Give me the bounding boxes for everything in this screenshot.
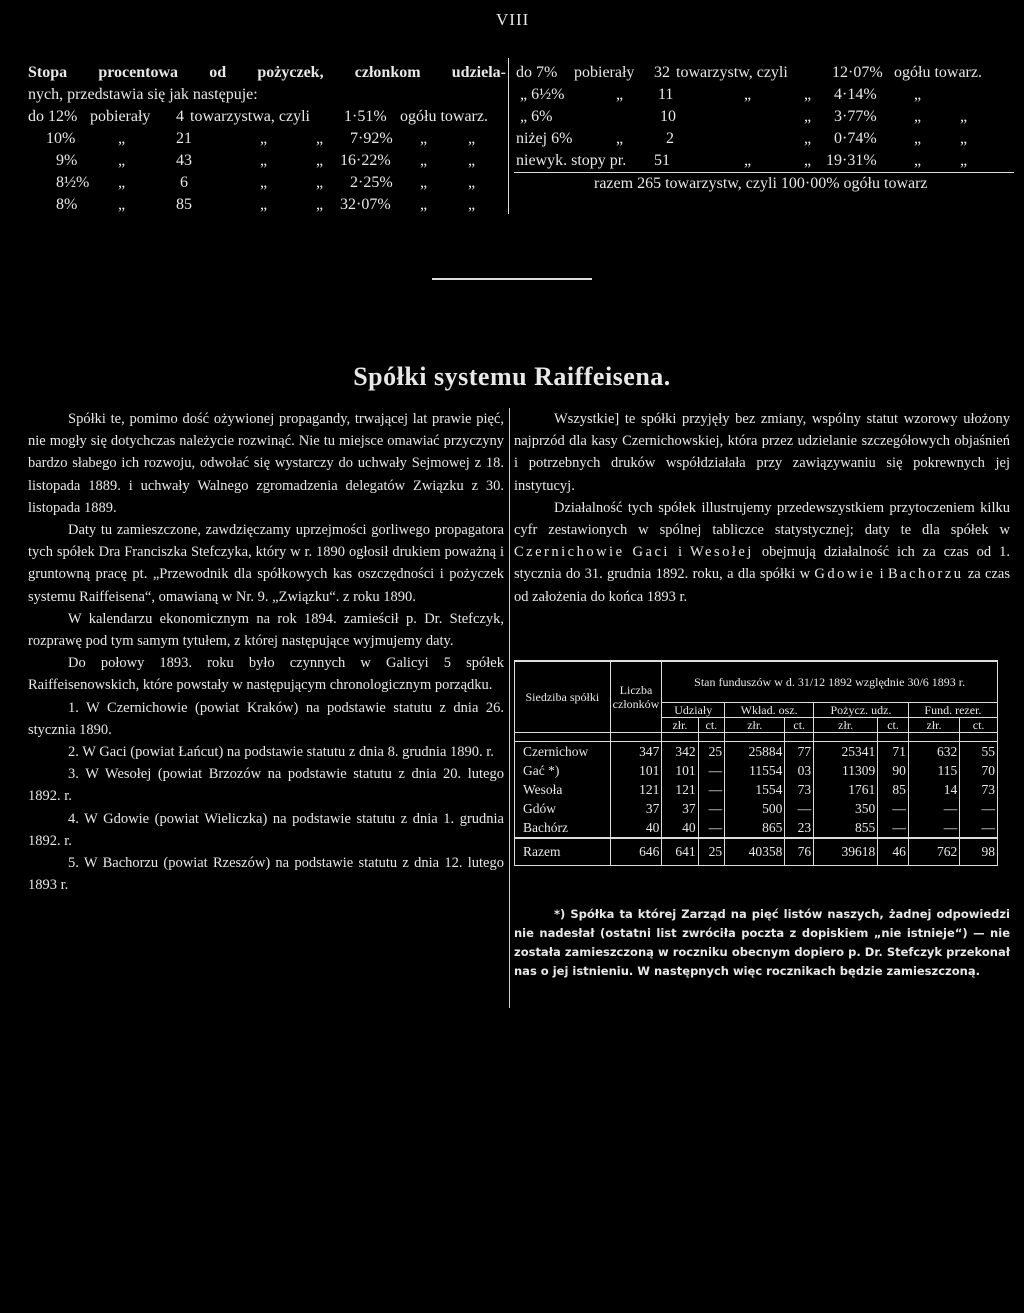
stats-row: 8½% „ 6 „ „ 2·25% „ „ xyxy=(56,174,476,191)
interest-stats-right xyxy=(514,62,1014,195)
unit-zlr: złr. xyxy=(908,718,959,733)
footnote-text: *) Spółka ta której Zarząd na pięć listów naszych, żadnej odpowiedzi nie nadesłał (ostatni list zwróciła poczta z dopiskiem „nie istnieje“) — nie została zamieszczoną w roczniku obecnym dopiero p. Dr. Stefczyk przekonał nas o jej istnieniu. W następnych więc rocznikach będzie zamieszczoną. xyxy=(514,907,1010,978)
interest-stats-left xyxy=(28,62,506,216)
paragraph: W kalendarzu ekonomicznym na rok 1894. zamieścił p. Dr. Stefczyk, rozprawę pod tym samym tytułem, z której następujące wyjmujemy daty. xyxy=(28,610,504,650)
table-row: Gdów 37 37 — 500 — 350 — — — xyxy=(515,799,998,818)
paragraph: 1. W Czernichowie (powiat Kraków) na podstawie statutu z dnia 26. stycznia 1890. xyxy=(28,699,504,738)
page-number: VIII xyxy=(496,10,530,29)
stats-row: 10% „ 21 „ „ 7·92% „ „ xyxy=(46,130,476,147)
stats-row: „ 6% 10 „ 3·77% „ „ xyxy=(520,108,968,125)
paragraph: Do połowy 1893. roku było czynnych w Galicyi 5 spółek Raiffeisenowskich, które powstały w następującym chronologicznym porządku. xyxy=(28,655,504,694)
unit-ct: ct. xyxy=(698,718,725,733)
column-divider xyxy=(509,408,510,1008)
stats-heading-line2: nych, przedstawia się jak następuje: xyxy=(28,86,258,103)
footnote xyxy=(514,905,1010,981)
col-header-siedziba: Siedziba spółki xyxy=(515,661,611,733)
table-row: Czernichow 347 342 25 25884 77 25341 71 632 55 xyxy=(515,742,998,762)
unit-ct: ct. xyxy=(960,718,998,733)
col-header-wklad: Wkład. osz. xyxy=(725,703,814,718)
section-title: Spółki systemu Raiffeisena. xyxy=(353,362,671,391)
top-divider xyxy=(508,58,509,214)
paragraph: 5. W Bachorzu (powiat Rzeszów) na podstawie statutu z dnia 12. lutego 1893 r. xyxy=(28,855,504,894)
stats-row: 8% „ 85 „ „ 32·07% „ „ xyxy=(56,196,476,213)
stats-row: niżej 6% „ 2 „ 0·74% „ „ xyxy=(516,130,968,147)
stats-heading-line1: Stopa procentowa od pożyczek, członkom udziela- xyxy=(28,64,506,81)
left-text-column xyxy=(28,408,504,896)
unit-ct: ct. xyxy=(878,718,909,733)
unit-zlr: złr. xyxy=(662,718,698,733)
paragraph: Działalność tych spółek illustrujemy przedewszystkiem przytoczeniem kilku cyfr zestawionych w spólnej tabliczce statystycznej; daty te dla spółek w Czernichowie Gaci i Wesołej obejmują działalność ich za czas od 1. stycznia do 31. grudnia 1892. roku, a dla spółki w Gdowie i Bachorzu za czas od założenia do końca 1893 r. xyxy=(514,499,1011,605)
col-header-pozycz: Pożycz. udz. xyxy=(814,703,909,718)
table-row: Bachórz 40 40 — 865 23 855 — — — xyxy=(515,818,998,838)
section-divider xyxy=(432,278,592,280)
paragraph: 3. W Wesołej (powiat Brzozów na podstawie statutu z dnia 20. lutego 1892. r. xyxy=(28,766,504,805)
stats-row: „ 6½% „ 11 „ „ 4·14% „ xyxy=(520,86,922,103)
col-header-stan: Stan funduszów w d. 31/12 1892 względnie 30/6 1893 r. xyxy=(662,661,998,703)
paragraph: Spółki te, pomimo dość ożywionej propagandy, trwającej lat prawie pięć, nie mogły się dotychczas należycie rozwinąć. Nie tu miejsce omawiać przyczyny bardzo słabego ich rozwoju, odwołać się wystarczy do uchwały Sejmowej z 18. listopada 1889. i uchwały Walnego zgromadzenia delegatów Związku z 30. listopada 1889. xyxy=(28,411,504,516)
col-header-liczba: Liczba członków xyxy=(610,661,662,733)
table-row: Gać *) 101 101 — 11554 03 11309 90 115 70 xyxy=(515,761,998,780)
paragraph: Daty tu zamieszczone, zawdzięczamy uprzejmości gorliwego propagatora tych spółek Dra Franciszka Stefczyka, który w r. 1890 ogłosił drukiem poważną i gruntowną pracę pt. „Przewodnik dla spółkowych kas oszczędności i pożyczek systemu Raiffeisena“, omawianą w Nr. 9. „Związku“. z roku 1890. xyxy=(28,522,504,605)
stats-total-row: razem 265 towarzystw, czyli 100·00% ogółu towarz xyxy=(594,175,928,192)
stats-row: 9% „ 43 „ „ 16·22% „ „ xyxy=(56,152,476,169)
stats-row: do 12% pobierały 4 towarzystwa, czyli 1·51% ogółu towarz. xyxy=(28,108,488,125)
table-row: Wesoła 121 121 — 1554 73 1761 85 14 73 xyxy=(515,780,998,799)
paragraph: Wszystkie] te spółki przyjęły bez zmiany, wspólny statut wzorowy ułożony najprzód dla kasy Czernichowskiej, która przez udzielanie szczegółowych objaśnień i potrzebnych druków współdziałała przy zawiązywaniu się pokrewnych jej instytucyj. xyxy=(514,411,1010,494)
unit-zlr: złr. xyxy=(814,718,878,733)
right-text-column xyxy=(514,408,1010,608)
stats-row: do 7% pobierały 32 towarzystw, czyli 12·07% ogółu towarz. xyxy=(516,64,982,81)
col-header-fund: Fund. rezer. xyxy=(908,703,997,718)
paragraph: 2. W Gaci (powiat Łańcut) na podstawie statutu z dnia 8. grudnia 1890. r. xyxy=(68,744,494,761)
unit-zlr: złr. xyxy=(725,718,785,733)
raiffeisen-stats-table xyxy=(514,660,998,866)
paragraph: 4. W Gdowie (powiat Wieliczka) na podstawie statutu z dnia 1. grudnia 1892. r. xyxy=(28,810,504,849)
table-total-row: Razem 646 641 25 40358 76 39618 46 762 98 xyxy=(515,838,998,866)
stats-row: niewyk. stopy pr. 51 „ „ 19·31% „ „ xyxy=(514,150,1014,173)
col-header-udzialy: Udziały xyxy=(662,703,725,718)
unit-ct: ct. xyxy=(785,718,814,733)
